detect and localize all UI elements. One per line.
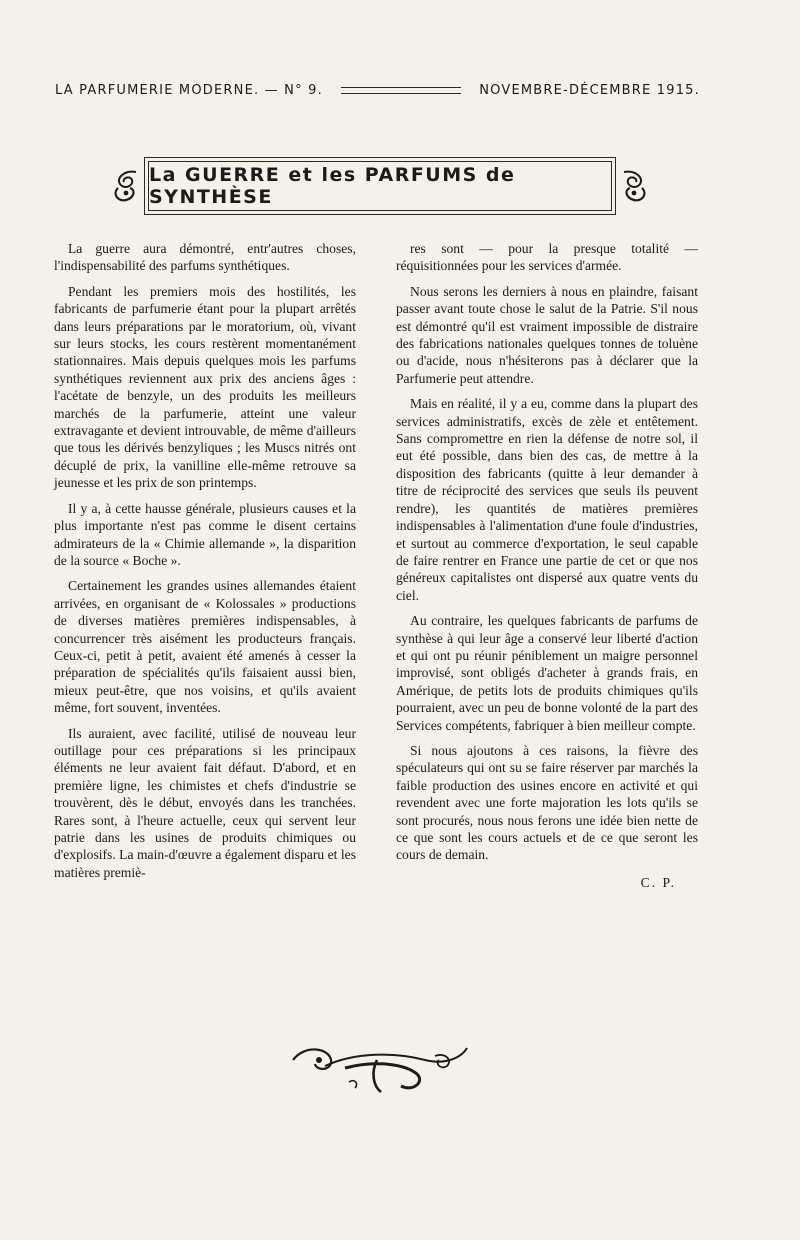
title-banner [110,160,650,212]
paragraph: res sont — pour la presque totalité — réquisitionnées pour les services d'armée. [396,241,698,274]
flourish-icon [285,1030,475,1100]
paragraph: Ils auraient, avec facilité, utilisé de nouveau leur outillage pour ces préparations si les principaux éléments ne leur avaient fait défaut. D'abord, et en première ligne, les chimistes et chefs d'industrie se trouvèrent, dès le début, envoyés dans les tranchées. Rares sont, à l'heure actuelle, ceux qui servent leur patrie dans les usines de produits chimiques ou d'explosifs. La main-d'œuvre a également disparu et les matières premiè- [54,725,356,880]
right-fleuron-icon [618,166,650,206]
paragraph: Pendant les premiers mois des hostilités, les fabricants de parfumerie étant pour la plupart arrêtés dans leurs préparations par le moratorium, où, vivant sur leurs stocks, les cours restèrent momentanément stationnaires. Mais depuis quelques mois les parfums synthétiques reviennent aux prix des anciens âges : l'acétate de benzyle, un des produits les meilleurs marchés de la parfumerie, atteint une valeur extravagante et devient introuvable, de même d'ailleurs que tous les dérivés benzyliques ; les Muscs nitrés ont décuplé de prix, la vanilline elle-même retrouve sa jeunesse et les prix de son printemps. [54,283,356,491]
paragraph: Il y a, à cette hausse générale, plusieurs causes et la plus importante n'est pas comme le disent certains admirateurs de la « Chimie allemande », la disparition de la source « Boche ». [54,500,356,568]
paragraph: Si nous ajoutons à ces raisons, la fièvre des spéculateurs qui ont su se faire réserver par marchés la faible production des usines encore en activité et qui revendent avec une forte majoration les lots qu'ils se sont procurés, nous nous ferons une idée bien nette de ce que sont les cours actuels et de ce que seront les cours de demain. [396,742,698,863]
issue-date: NOVEMBRE-DÉCEMBRE 1915. [479,82,700,98]
paragraph: Mais en réalité, il y a eu, comme dans la plupart des services administratifs, excès de zèle et entêtement. Sans compromettre en rien la défense de notre sol, il eut été possible, dans bien des cas, de mettre à la disposition des fabricants (quitte à leur demander à titre de réciprocité des services que seuls ils peuvent rendre), les quantités de matières premières indispensables à l'alimentation d'une foule d'industries, et surtout au commerce d'exportation, le seul capable de faire rentrer en France une partie de cet or que nos généreux capitalistes ont dispersé aux quatre vents du ciel. [396,396,698,603]
paragraph: Certainement les grandes usines allemandes étaient arrivées, en organisant de « Kolossales » productions de diverses matières premières indispensables, à concurrencer très aisément les producteurs français. Ceux-ci, petit à petit, avaient été amenés à cesser la préparation de spécialités qu'ils faisaient aussi bien, mieux peut-être, que nos voisins, et qu'ils avaient même, fort souvent, inventées. [54,578,356,716]
author-signature: C. P. [640,874,676,890]
left-column [54,240,356,889]
right-column [396,240,698,891]
left-fleuron-icon [110,166,142,206]
journal-title: LA PARFUMERIE MODERNE. — N° 9. [55,82,323,98]
paragraph: Nous serons les derniers à nous en plaindre, faisant passer avant toute chose le salut de la Patrie. S'il nous est démontré qu'il est vraiment impossible de distraire des fabrications nationales quelques tonnes de toluène ou d'acide, nous n'hésiterons pas à déclarer que la Parfumerie peut attendre. [396,283,698,386]
paragraph: La guerre aura démontré, entr'autres choses, l'indispensabilité des parfums synthétiques. [54,241,356,274]
article-title: La GUERRE et les PARFUMS de SYNTHÈSE [148,161,612,211]
header-rule [341,87,461,94]
paragraph: Au contraire, les quelques fabricants de parfums de synthèse à qui leur âge a conservé leur liberté d'action et qui ont pu réunir péniblement un maigre personnel improvisé, sont obligés d'acheter à grands frais, en Amérique, de petits lots de produits chimiques qu'ils pourraient, avec un peu de bonne volonté de la part des Services compétents, fabriquer à bien meilleur compte. [396,613,698,733]
running-header [55,80,700,100]
